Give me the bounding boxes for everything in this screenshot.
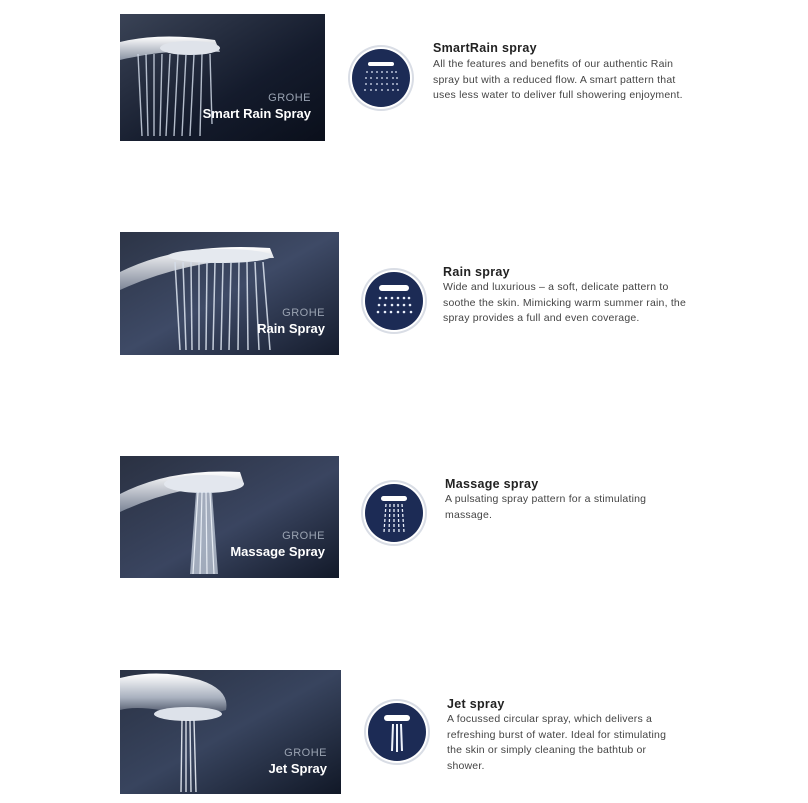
photo-spray-label: Massage Spray bbox=[230, 544, 325, 559]
photo-spray-label: Jet Spray bbox=[268, 761, 327, 776]
smart-rain-spray-photo bbox=[120, 14, 325, 141]
spray-description: All the features and benefits of our authentic Rain spray but with a reduced flow. A smart pattern that uses less water to deliver full showering enjoyment. bbox=[433, 58, 683, 101]
photo-spray-label: Rain Spray bbox=[257, 321, 325, 336]
rain-spray-icon bbox=[361, 268, 427, 334]
spray-description: Wide and luxurious – a soft, delicate pattern to soothe the skin. Mimicking warm summer rain, the spray provides a full and even coverage. bbox=[443, 281, 687, 324]
shower-head-image bbox=[120, 456, 339, 578]
spray-title: Jet spray bbox=[447, 697, 505, 711]
massage-spray-icon bbox=[361, 480, 427, 546]
brand-label: GROHE bbox=[284, 747, 327, 759]
photo-spray-label: Smart Rain Spray bbox=[202, 106, 311, 121]
brand-label: GROHE bbox=[268, 92, 311, 104]
jet-spray-icon bbox=[364, 699, 430, 765]
jet-spray-photo bbox=[120, 670, 341, 794]
spray-description: A pulsating spray pattern for a stimulating massage. bbox=[445, 493, 647, 521]
smartrain-spray-icon bbox=[348, 45, 414, 111]
shower-head-image bbox=[120, 14, 325, 141]
spray-title: Massage spray bbox=[445, 477, 539, 491]
spray-title: SmartRain spray bbox=[433, 41, 537, 55]
shower-head-image bbox=[120, 232, 339, 355]
spray-title: Rain spray bbox=[443, 265, 510, 279]
rain-spray-photo bbox=[120, 232, 339, 355]
brand-label: GROHE bbox=[282, 530, 325, 542]
massage-spray-photo bbox=[120, 456, 339, 578]
spray-description: A focussed circular spray, which delivers a refreshing burst of water. Ideal for stimulating the skin or simply cleaning the bathtub or shower. bbox=[447, 713, 667, 772]
brand-label: GROHE bbox=[282, 307, 325, 319]
